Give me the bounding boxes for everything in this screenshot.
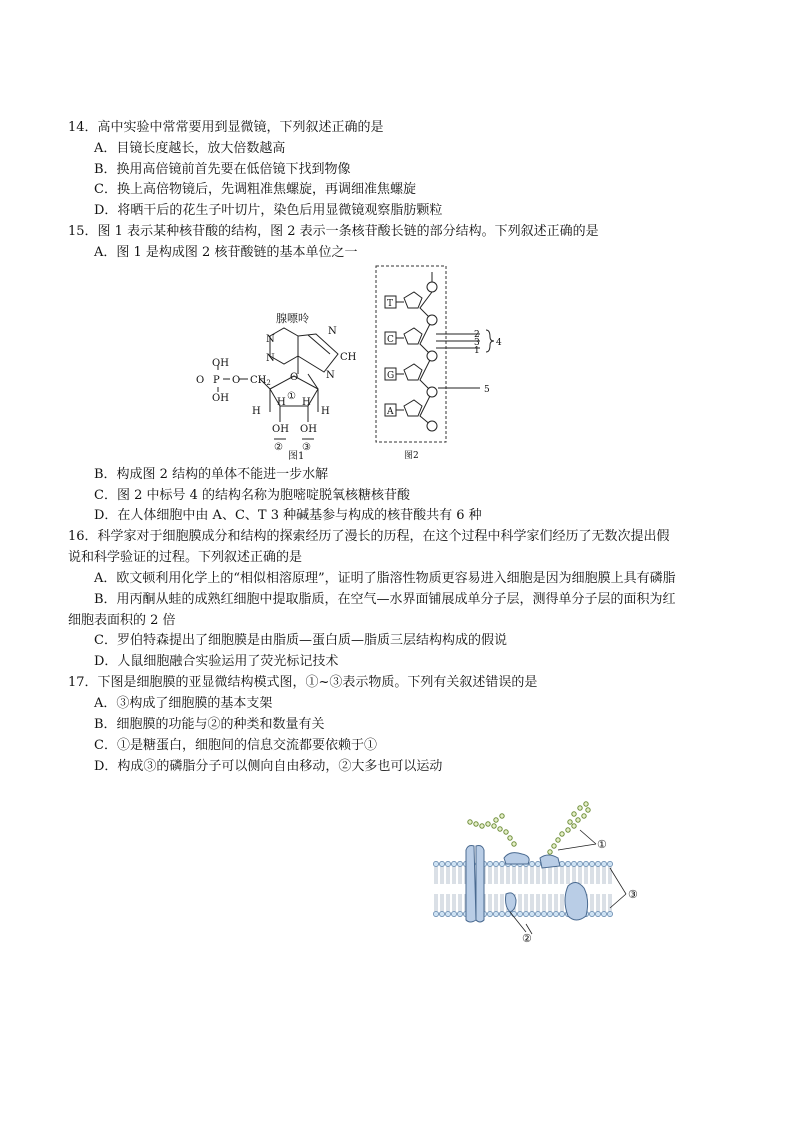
phospholipid-tail (453, 894, 455, 911)
phospholipid-head (583, 861, 588, 866)
q14-option-a: A．目镜长度越长，放大倍数越高 (94, 141, 286, 156)
figure2-nucleotide-chain (376, 266, 502, 461)
q16-option-a: A．欧文顿利用化学上的“相似相溶原理”，证明了脂溶性物质更容易进入细胞是因为细胞膜上具有磷脂 (94, 571, 676, 586)
q14-option-d: D．将晒干后的花生子叶切片，染色后用显微镜观察脂肪颗粒 (94, 203, 443, 218)
cell-membrane-figure (430, 796, 650, 946)
phospholipid-head (607, 861, 612, 866)
label-num-5: 5 (484, 385, 490, 395)
base-a: A (387, 407, 394, 417)
phospholipid-head (499, 911, 504, 916)
phospholipid-head (487, 861, 492, 866)
pointer-lines (510, 830, 626, 934)
phospholipid-head (511, 911, 516, 916)
transmembrane-protein-right (565, 882, 588, 920)
nucleotide-figure (190, 262, 530, 462)
phospholipid-tail (501, 894, 503, 911)
phospholipid-tail (537, 867, 539, 884)
phospholipid-head (601, 911, 606, 916)
phospholipid-tail (567, 867, 569, 884)
phospholipid-tail (609, 894, 611, 911)
phospholipid-tail (489, 894, 491, 911)
q17-stem: 17．下图是细胞膜的亚显微结构模式图，①~③表示物质。下列有关叙述错误的是 (68, 675, 538, 690)
phospholipid-tail (549, 867, 551, 884)
q16-option-b-cont: 细胞表面积的 2 倍 (68, 613, 176, 628)
base-g: G (387, 371, 395, 381)
q16-option-b: B．用丙酮从蛙的成熟红细胞中提取脂质，在空气—水界面铺展成单分子层，测得单分子层的面积为红 (94, 592, 676, 607)
phospholipid-tail (555, 867, 557, 884)
phospholipid-tail (531, 867, 533, 884)
label-glycoprotein-1: ① (597, 838, 607, 851)
phospholipid-tail (573, 867, 575, 884)
phosphate-oh-top: OH (212, 358, 229, 369)
phospholipid-head (445, 861, 450, 866)
transmembrane-protein-left-a (466, 846, 476, 923)
phospholipid-head (541, 911, 546, 916)
sugar-h-left: H (252, 406, 261, 417)
phosphate-p: P (213, 375, 220, 386)
label-circle-3: ③ (302, 442, 311, 453)
phospholipid-head (547, 911, 552, 916)
sugar-oh-2: OH (272, 424, 289, 435)
label-num-3: 3 (474, 338, 480, 348)
q16-option-d: D．人鼠细胞融合实验运用了荧光标记技术 (94, 654, 339, 669)
phospholipid-head (589, 861, 594, 866)
q16-stem-line2: 说和科学验证的过程。下列叙述正确的是 (68, 550, 303, 565)
phospholipid-tail (603, 867, 605, 884)
q14-stem: 14．高中实验中常常要用到显微镜，下列叙述正确的是 (68, 120, 384, 135)
phospholipid-head (493, 861, 498, 866)
phospholipid-tail (501, 867, 503, 884)
ring-oxygen: O (290, 372, 299, 383)
protein-top-middle (540, 855, 560, 868)
glycocalyx-chains (468, 802, 590, 854)
phospholipid-tail (495, 867, 497, 884)
adenine-label: 腺嘌呤 (276, 312, 309, 325)
q15-option-a: A．图 1 是构成图 2 核苷酸链的基本单位之一 (94, 245, 358, 260)
phospholipid-tail (591, 867, 593, 884)
phospholipid-head (559, 911, 564, 916)
imidazole-ch: CH (340, 352, 357, 363)
phospholipid-tail (519, 867, 521, 884)
phospholipid-tail (561, 867, 563, 884)
phospholipid-tail (597, 894, 599, 911)
base-c: C (387, 335, 394, 345)
phospholipid-tail (441, 894, 443, 911)
sugar-oh-3: OH (300, 424, 317, 435)
q15-option-b: B．构成图 2 结构的单体不能进一步水解 (94, 467, 329, 482)
imidazole-n-bottom: N (326, 370, 335, 381)
label-protein-2: ② (522, 932, 532, 945)
phospholipid-tail (555, 894, 557, 911)
phospholipid-tail (591, 894, 593, 911)
ch2-label: $CH_2$ (250, 375, 271, 387)
phospholipid-head (535, 911, 540, 916)
q15-option-d: D．在人体细胞中由 A、C、T 3 种碱基参与构成的核苷酸共有 6 种 (94, 508, 482, 523)
phospholipid-head (529, 911, 534, 916)
phospholipid-head (493, 911, 498, 916)
phospholipid-tail (453, 867, 455, 884)
sugar-h-3: H (302, 397, 311, 408)
phospholipid-head (457, 861, 462, 866)
label-circle-2: ② (274, 442, 283, 453)
phospholipid-tail (495, 894, 497, 911)
q14-option-c: C．换上高倍物镜后，先调粗准焦螺旋，再调细准焦螺旋 (94, 182, 416, 197)
phospholipid-tail (489, 867, 491, 884)
phospholipid-head (499, 861, 504, 866)
phospholipid-head (571, 861, 576, 866)
phospholipid-tail (441, 867, 443, 884)
phospholipid-tail (579, 867, 581, 884)
phospholipid-head (487, 911, 492, 916)
phospholipid-head (523, 911, 528, 916)
phospholipid-tail (525, 894, 527, 911)
phospholipid-head (517, 911, 522, 916)
pyrimidine-n-bottom: N (266, 353, 275, 364)
peripheral-protein-top (504, 853, 529, 864)
sugar-h-right: H (321, 406, 330, 417)
imidazole-n-top: N (328, 326, 337, 337)
phospholipid-head (595, 861, 600, 866)
phospholipid-tail (507, 867, 509, 884)
phosphate-o-double: O (196, 375, 205, 386)
sugar-h-2: H (277, 397, 286, 408)
q15-stem: 15．图 1 表示某种核苷酸的结构，图 2 表示一条核苷酸长链的部分结构。下列叙述正确的是 (68, 224, 599, 239)
phospholipid-head (451, 911, 456, 916)
phospholipid-head (595, 911, 600, 916)
label-num-1: 1 (474, 346, 480, 356)
phospholipid-tail (603, 894, 605, 911)
phospholipid-tail (447, 867, 449, 884)
phospholipid-tail (561, 894, 563, 911)
q17-option-a: A．③构成了细胞膜的基本支架 (94, 696, 273, 711)
phospholipid-tail (597, 867, 599, 884)
phospholipid-tail (531, 894, 533, 911)
phospholipid-tail (447, 894, 449, 911)
phosphate-ester-o: O (232, 375, 241, 386)
phospholipid-head (445, 911, 450, 916)
phospholipid-head (457, 911, 462, 916)
phospholipid-tail (537, 894, 539, 911)
q16-option-c: C．罗伯特森提出了细胞膜是由脂质—蛋白质—脂质三层结构构成的假说 (94, 633, 507, 648)
phosphate-oh-bottom: OH (212, 393, 229, 404)
transmembrane-protein-left-b (476, 846, 484, 923)
label-bilayer-3: ③ (628, 888, 638, 901)
phospholipid-tail (513, 867, 515, 884)
phospholipid-head (553, 911, 558, 916)
phospholipid-head (535, 861, 540, 866)
figure1-caption: 图1 (288, 451, 305, 462)
figure2-caption: 图2 (404, 451, 419, 461)
phospholipid-tail (435, 867, 437, 884)
phospholipid-tail (543, 894, 545, 911)
phospholipid-head (607, 911, 612, 916)
phospholipid-head (577, 861, 582, 866)
q17-option-d: D．构成③的磷脂分子可以侧向自由移动，②大多也可以运动 (94, 759, 443, 774)
phospholipid-tail (525, 867, 527, 884)
label-num-2: 2 (474, 330, 480, 340)
label-circle-1: ① (287, 391, 296, 402)
phospholipid-tail (519, 894, 521, 911)
phospholipid-head (439, 861, 444, 866)
phospholipid-tail (459, 867, 461, 884)
phospholipid-head (451, 861, 456, 866)
phospholipid-tail (549, 894, 551, 911)
base-t: T (387, 299, 394, 309)
phospholipid-head (433, 911, 438, 916)
q17-option-b: B．细胞膜的功能与②的种类和数量有关 (94, 717, 325, 732)
phospholipid-tail (543, 867, 545, 884)
q15-option-c: C．图 2 中标号 4 的结构名称为胞嘧啶脱氧核糖核苷酸 (94, 488, 411, 503)
phospholipid-head (529, 861, 534, 866)
pyrimidine-n-top: N (266, 334, 275, 345)
phospholipid-head (565, 861, 570, 866)
phospholipid-head (589, 911, 594, 916)
label-num-4: 4 (496, 338, 502, 348)
phospholipid-head (433, 861, 438, 866)
phospholipid-head (601, 861, 606, 866)
q17-option-c: C．①是糖蛋白，细胞间的信息交流都要依赖于① (94, 738, 377, 753)
phospholipid-tail (585, 867, 587, 884)
phospholipid-head (439, 911, 444, 916)
q14-option-b: B．换用高倍镜前首先要在低倍镜下找到物像 (94, 162, 351, 177)
q16-stem-line1: 16．科学家对于细胞膜成分和结构的探索经历了漫长的历程，在这个过程中科学家们经历了无数次提出假 (68, 529, 670, 544)
phospholipid-tail (435, 894, 437, 911)
phospholipid-tail (459, 894, 461, 911)
